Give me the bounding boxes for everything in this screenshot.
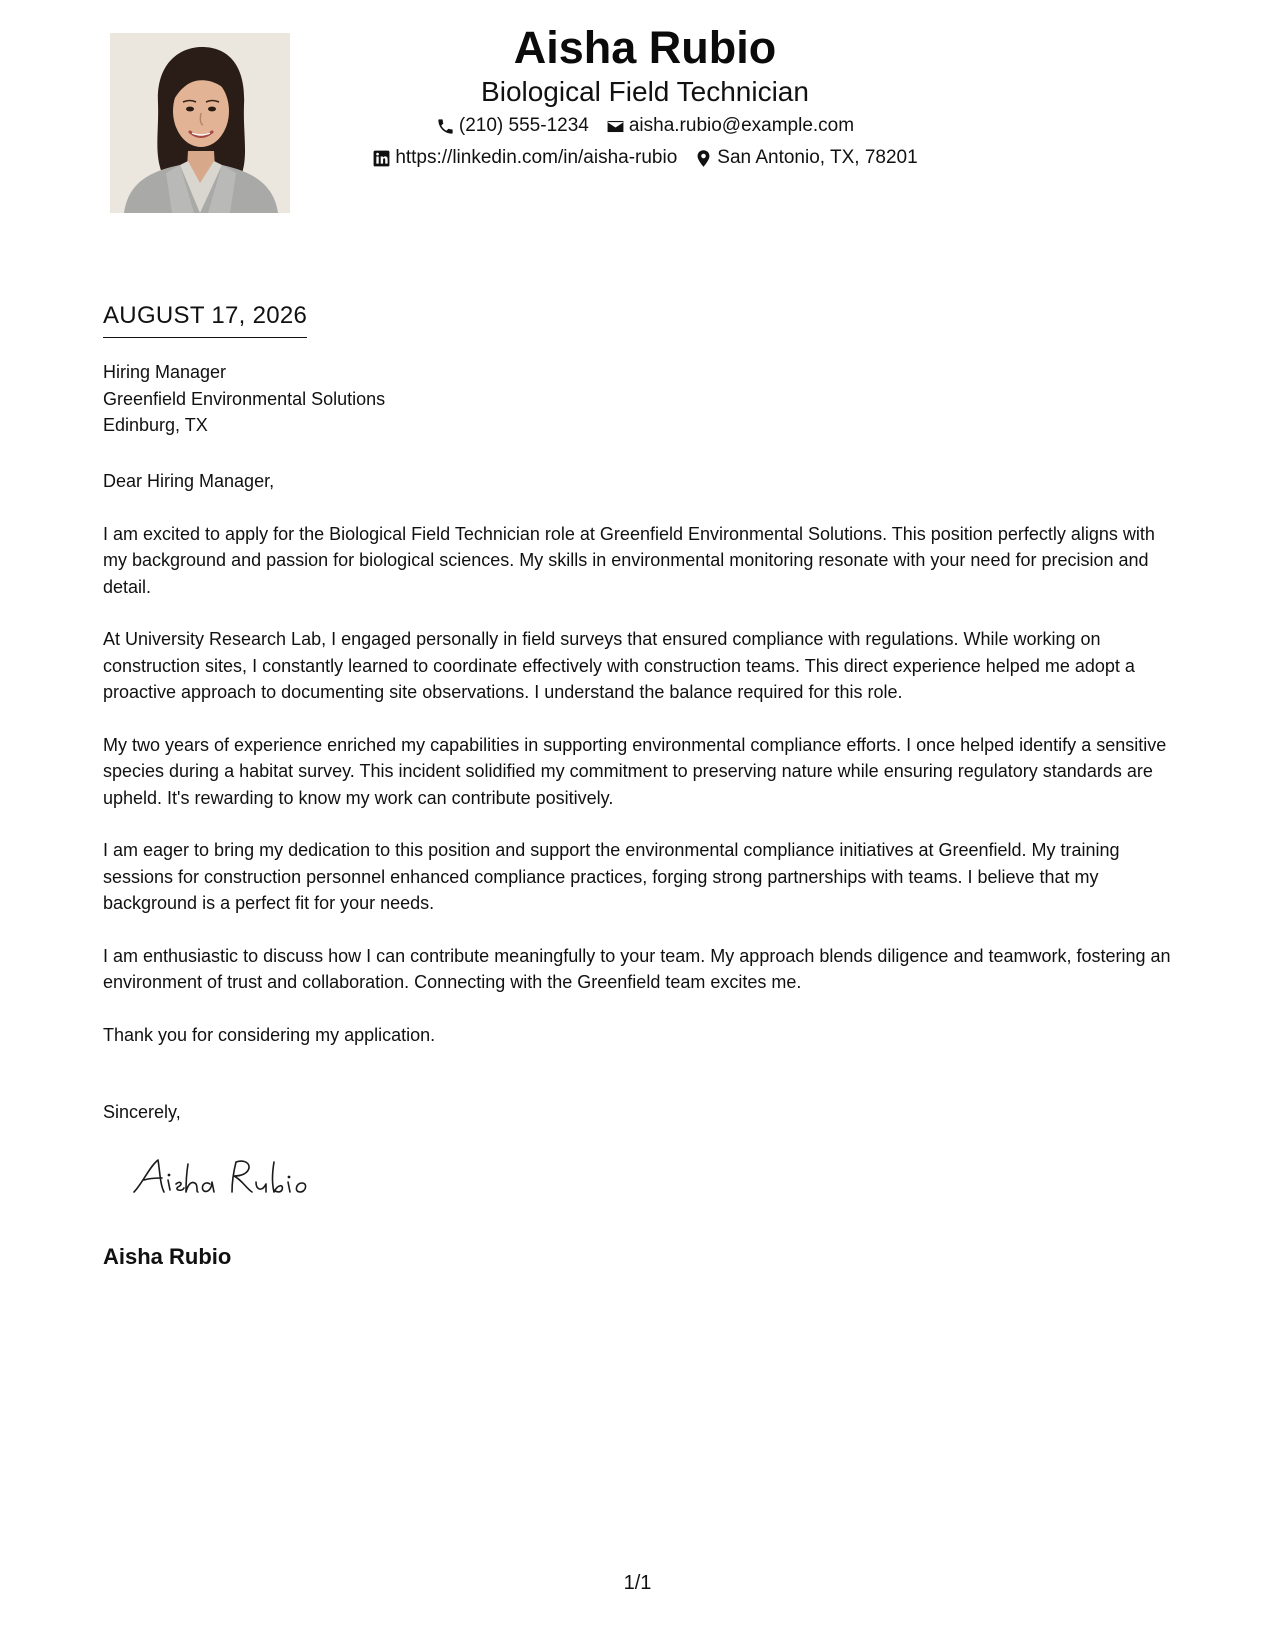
contact-email[interactable] — [606, 114, 854, 138]
profile-photo — [110, 33, 290, 213]
linkedin-link[interactable]: https://linkedin.com/in/aisha-rubio — [395, 147, 678, 168]
paragraph-2: At University Research Lab, I engaged personally in field surveys that ensured compliance with regulations. While working on construction sites, I constantly learned to coordinate effectively with construction teams. This direct experience helped me adopt a proactive approach to documenting site observations. I understand the balance required for this role. — [103, 629, 1135, 702]
recipient-location: Edinburg, TX — [103, 415, 208, 435]
handwritten-signature — [128, 1150, 338, 1210]
signer-name: Aisha Rubio — [103, 1244, 232, 1269]
applicant-name: Aisha Rubio — [513, 22, 777, 73]
paragraph-6: Thank you for considering my application. — [103, 1024, 436, 1045]
contact-phone — [436, 114, 589, 138]
salutation: Dear Hiring Manager, — [103, 471, 275, 491]
phone-icon — [436, 117, 455, 136]
linkedin-icon — [372, 149, 391, 168]
envelope-icon — [606, 117, 625, 136]
location-text: San Antonio, TX, 78201 — [717, 147, 918, 168]
map-pin-icon — [694, 149, 713, 168]
contact-row-secondary — [330, 146, 960, 170]
email-link[interactable]: aisha.rubio@example.com — [628, 115, 855, 136]
contact-linkedin[interactable] — [372, 146, 677, 170]
contact-location — [694, 146, 917, 170]
closing: Sincerely, — [103, 1102, 181, 1122]
letterhead — [330, 22, 960, 170]
recipient-name: Hiring Manager — [103, 362, 227, 382]
paragraph-4: I am eager to bring my dedication to this position and support the environmental compliance initiatives at Greenfield. My training sessions for construction personnel enhanced compliance practices, forging strong partnerships with teams. I believe that my background is a perfect fit for your needs. — [103, 840, 1120, 913]
paragraph-1: I am excited to apply for the Biological Field Technician role at Greenfield Environmental Solutions. This position perfectly aligns with my background and passion for biological sciences. My skills in environmental monitoring resonate with your need for precision and detail. — [103, 523, 1155, 597]
letter-date: AUGUST 17, 2026 — [103, 301, 307, 338]
page-number: 1/1 — [623, 1572, 652, 1594]
recipient-block — [103, 359, 385, 439]
paragraph-5: I am enthusiastic to discuss how I can contribute meaningfully to your team. My approach blends diligence and teamwork, fostering an environment of trust and collaboration. Connecting with the Greenfield team excites me. — [103, 945, 1171, 992]
recipient-company: Greenfield Environmental Solutions — [103, 388, 386, 409]
contact-row-primary — [330, 114, 960, 138]
letter-body — [103, 468, 1183, 1074]
job-title: Biological Field Technician — [481, 76, 809, 107]
phone-text: (210) 555-1234 — [458, 115, 589, 136]
paragraph-3: My two years of experience enriched my capabilities in supporting environmental compliance efforts. I once helped identify a sensitive species during a habitat survey. This incident solidified my commitment to preserving nature while ensuring regulatory standards are upheld. It's rewarding to know my work can contribute positively. — [103, 734, 1167, 808]
